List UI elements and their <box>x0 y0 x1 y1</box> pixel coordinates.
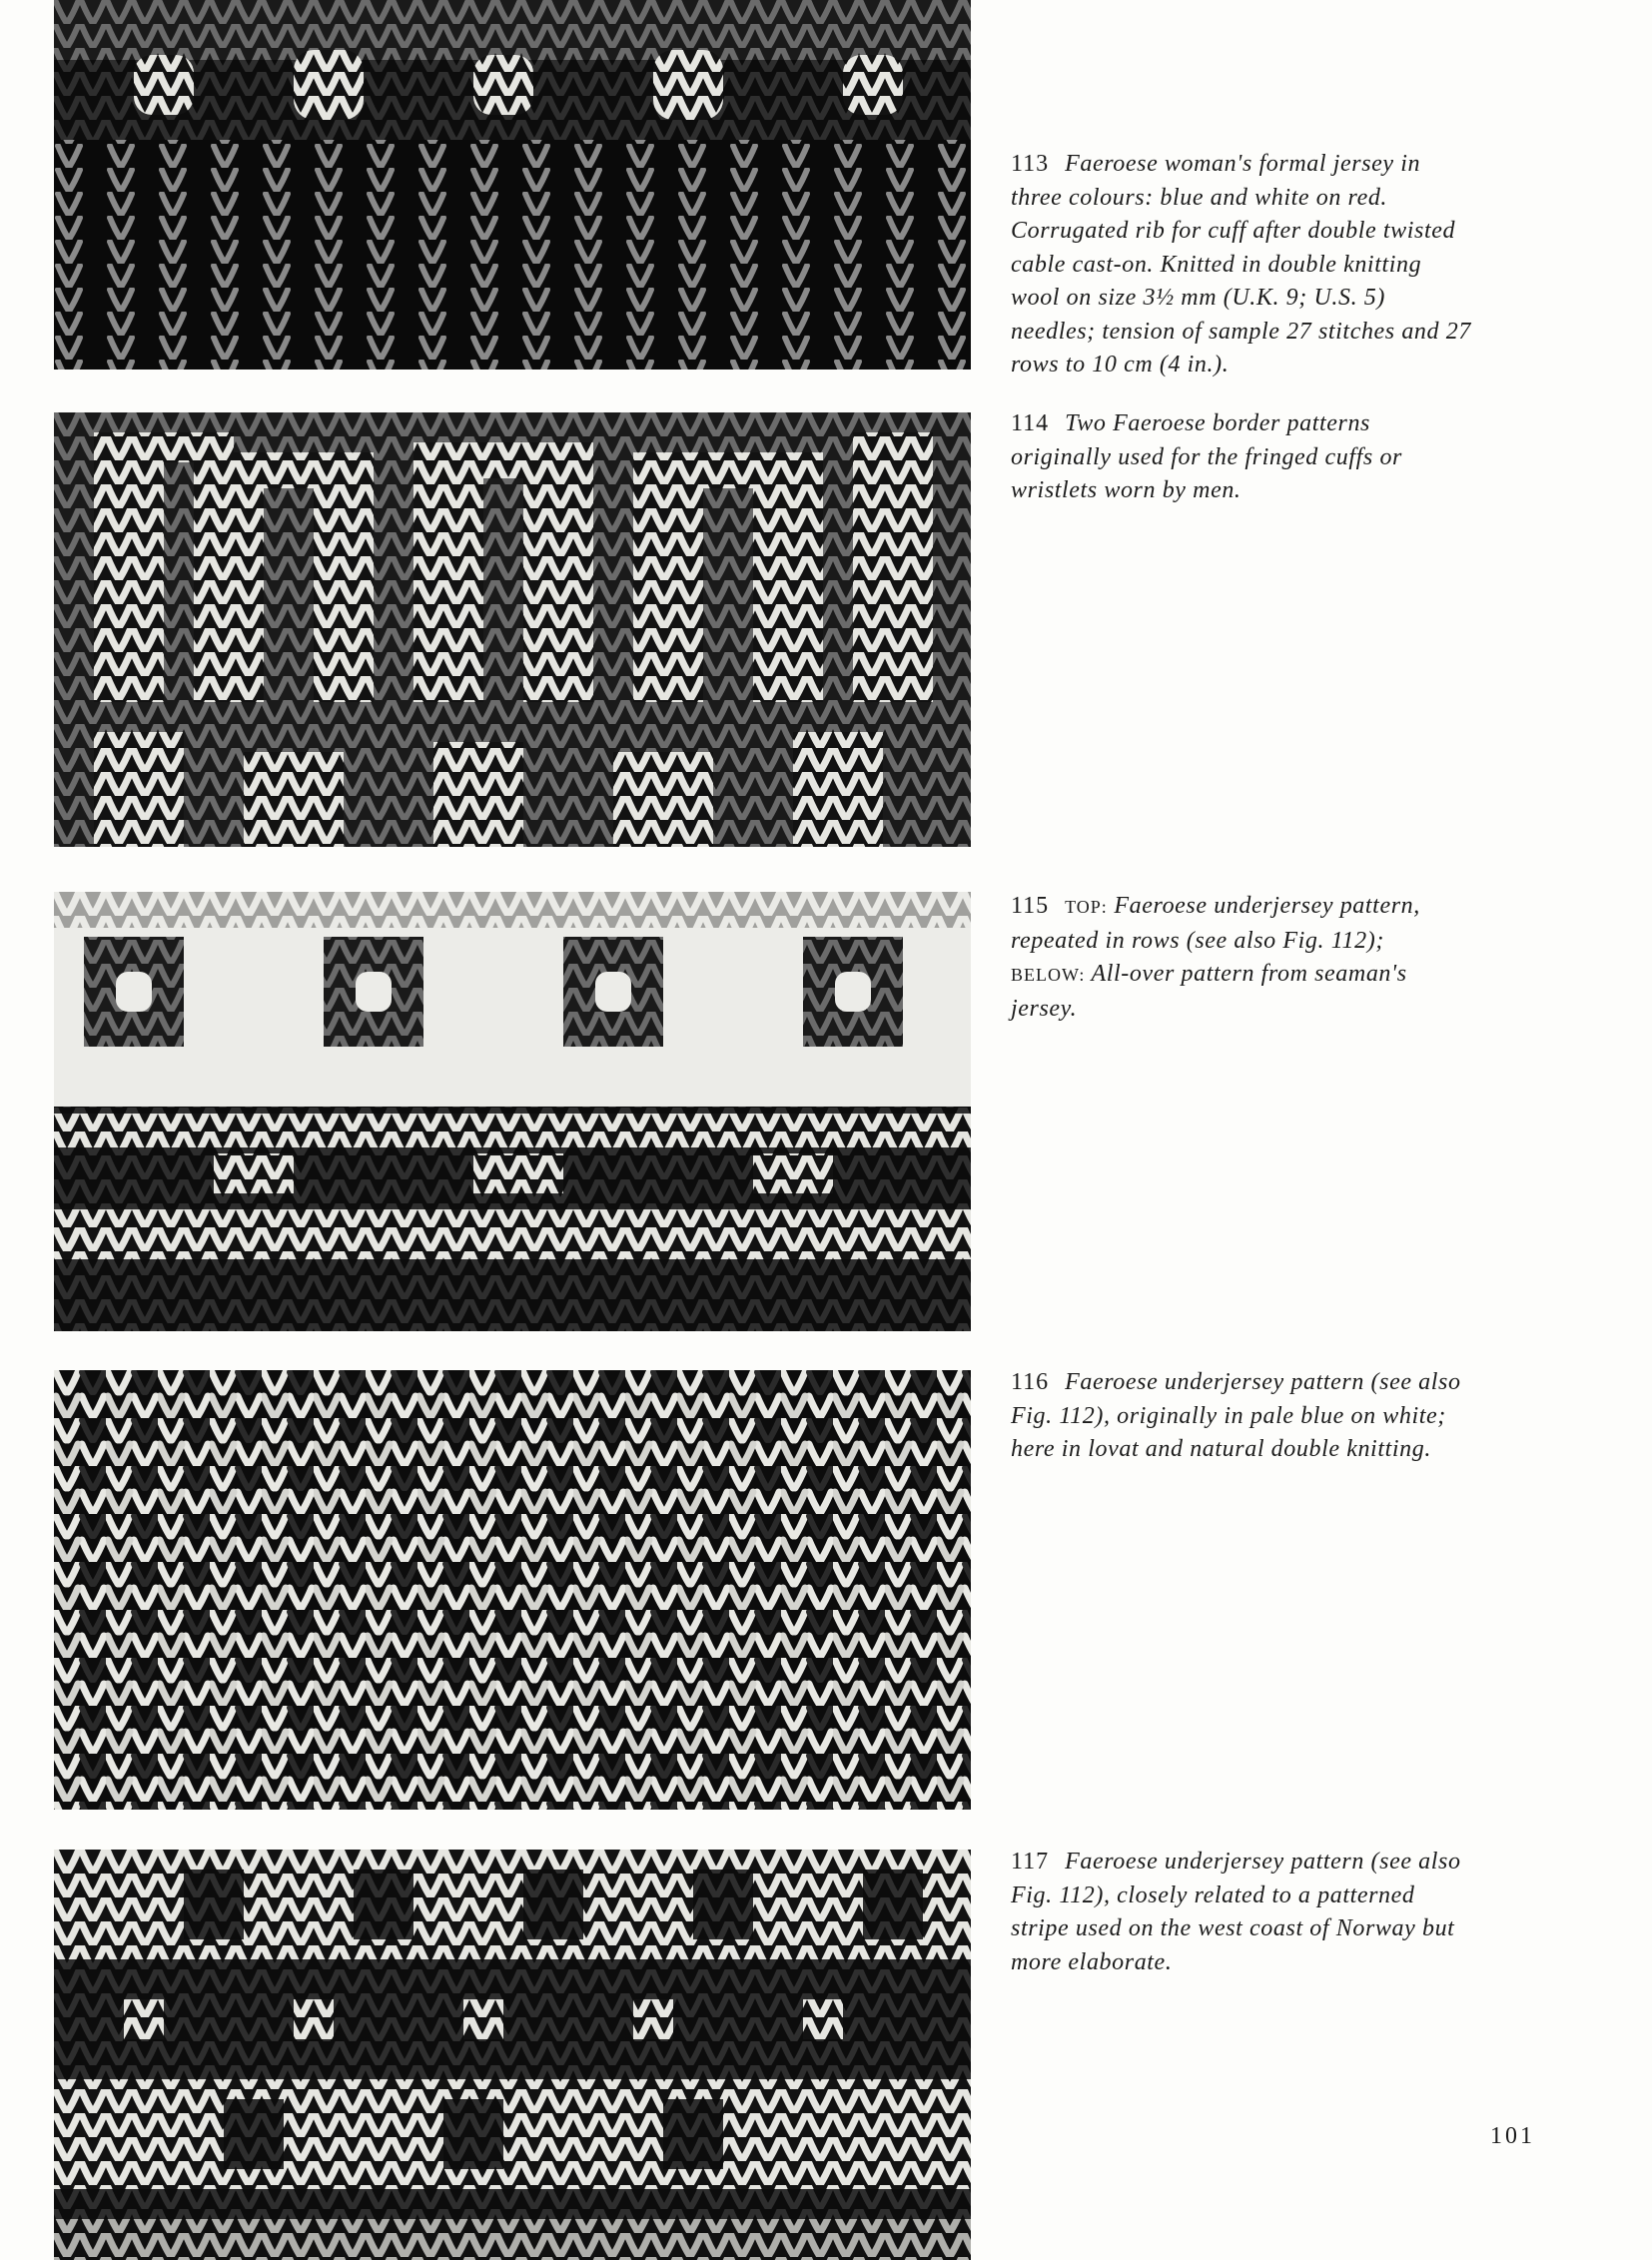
caption-label-below: BELOW: <box>1011 965 1086 985</box>
figure-113-photo <box>54 0 971 370</box>
figure-115-photo <box>54 892 971 1331</box>
caption-line: All-over pattern from seaman's <box>1091 961 1407 987</box>
caption-line: jersey. <box>1011 995 1078 1022</box>
caption-line: Faeroese underjersey pattern (see also <box>1065 1369 1461 1395</box>
caption-line: Fig. 112), originally in pale blue on white; <box>1011 1402 1446 1429</box>
caption-figure-116 <box>1011 1366 1570 1467</box>
figure-number: 114 <box>1011 410 1050 436</box>
figure-114-photo <box>54 412 971 847</box>
caption-line: stripe used on the west coast of Norway but <box>1011 1915 1455 1941</box>
caption-line: here in lovat and natural double knitting. <box>1011 1436 1431 1462</box>
knit-norway-stripe-image <box>54 1850 971 2260</box>
caption-line: Two Faeroese border patterns <box>1065 410 1370 436</box>
caption-line: wristlets worn by men. <box>1011 477 1241 503</box>
caption-figure-117 <box>1011 1846 1570 1979</box>
figure-number: 113 <box>1011 151 1050 177</box>
caption-line: Faeroese underjersey pattern (see also <box>1065 1849 1461 1875</box>
caption-line: three colours: blue and white on red. <box>1011 184 1388 211</box>
figure-number: 117 <box>1011 1849 1050 1875</box>
knit-speckled-pattern-image <box>54 1370 971 1810</box>
caption-line: more elaborate. <box>1011 1948 1173 1975</box>
figure-number: 116 <box>1011 1369 1050 1395</box>
figure-116-photo <box>54 1370 971 1810</box>
caption-line: cable cast-on. Knitted in double knitting <box>1011 251 1422 278</box>
caption-line: Fig. 112), closely related to a patterned <box>1011 1882 1415 1908</box>
caption-line: Corrugated rib for cuff after double twisted <box>1011 218 1456 244</box>
knit-border-pattern-image <box>54 412 971 847</box>
caption-figure-113 <box>1011 148 1570 382</box>
caption-figure-114 <box>1011 407 1570 508</box>
knit-ribbing-image <box>54 0 971 370</box>
caption-label-top: TOP: <box>1065 897 1108 917</box>
caption-line: originally used for the fringed cuffs or <box>1011 443 1402 470</box>
caption-line: needles; tension of sample 27 stitches and 27 <box>1011 318 1471 345</box>
caption-line: Faeroese woman's formal jersey in <box>1065 151 1421 177</box>
figure-number: 115 <box>1011 893 1050 919</box>
knit-underjersey-pattern-image <box>54 892 971 1331</box>
caption-line: Faeroese underjersey pattern, <box>1114 893 1420 919</box>
caption-figure-115 <box>1011 890 1570 1026</box>
caption-line: wool on size 3½ mm (U.K. 9; U.S. 5) <box>1011 285 1385 311</box>
caption-line: rows to 10 cm (4 in.). <box>1011 352 1230 377</box>
figure-117-photo <box>54 1850 971 2260</box>
page-number: 101 <box>1490 2123 1535 2149</box>
caption-line: repeated in rows (see also Fig. 112); <box>1011 927 1384 954</box>
